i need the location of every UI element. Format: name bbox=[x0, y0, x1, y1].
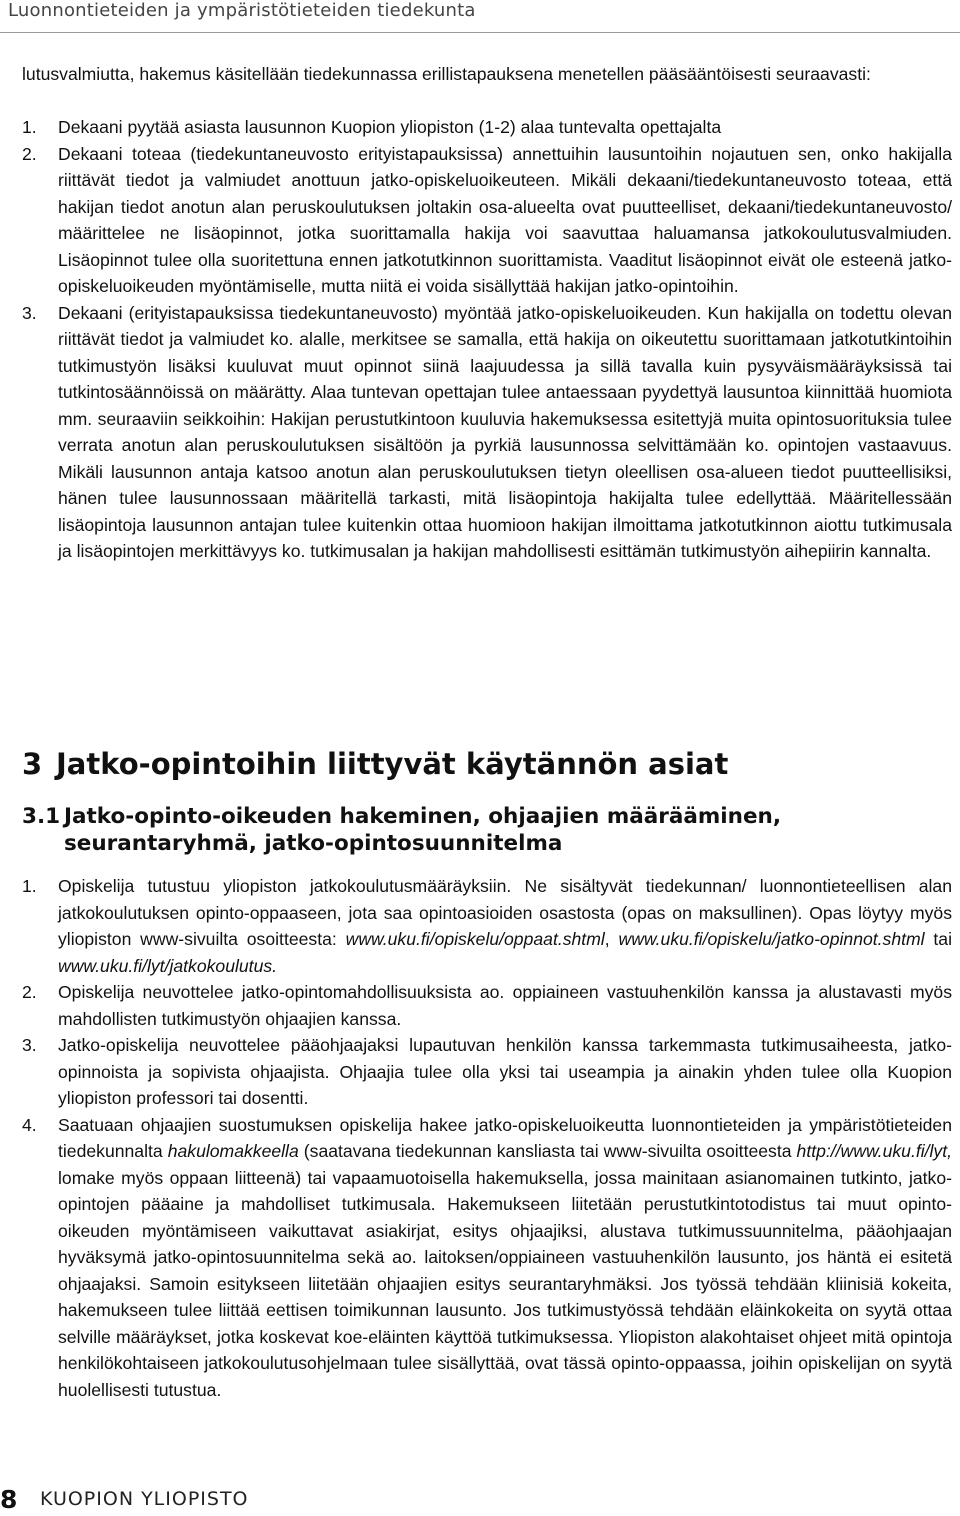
url-link[interactable]: http://www.uku.fi/lyt, bbox=[796, 1141, 952, 1161]
subsection-heading bbox=[22, 803, 942, 857]
intro-paragraph: lutusvalmiutta, hakemus käsitellään tiedekunnassa erillistapauksena menetellen pääsääntöisesti seuraavasti: bbox=[22, 64, 871, 84]
procedure-list bbox=[22, 114, 952, 565]
item-text: lomake myös oppaan liitteenä) tai vapaamuotoisella hakemuksella, jossa mainitaan asianomainen tutkinto, jatko-opintojen pääaine ja mahdolliset tutkimusala. Hakemukseen liitetään perustutkintotodistus tai muut opinto-oikeuden myöntämiseen vaikuttavat asiakirjat, esitys ohjaajiksi, alustava tutkimussuunnitelma, pääohjaajan hyväksymä jatko-opintosuunnitelma sekä ao. laitoksen/oppiaineen vastuuhenkilön lausunto, jos häntä ei esitetä ohjaajaksi. Samoin esitykseen liitetään ohjaajien esitys seurantaryhmäksi. Jos työssä tehdään kliinisiä kokeita, hakemukseen tulee liittää eettisen toimikunnan lausunto. Jos tutkimustyössä tehdään eläinkokeita on syytä ottaa selville määräykset, jotka koskevat koe-eläinten käyttöä tutkimuksessa. Yliopiston alakohtaiset ohjeet mitä opintoja henkilökohtaiseen jatkokoulutusohjelmaan tulee sisällyttää, ovat tässä opinto-oppaassa, joihin opiskelijan on syytä huolellisesti tutustua. bbox=[58, 1167, 952, 1400]
list-number: 2. bbox=[22, 982, 37, 1002]
url-link[interactable]: www.uku.fi/lyt/jatkokoulutus. bbox=[58, 955, 278, 976]
url-link[interactable]: www.uku.fi/opiskelu/oppaat.shtml bbox=[345, 929, 605, 949]
form-name: hakulomakkeella bbox=[167, 1141, 299, 1161]
list-item-text bbox=[58, 1112, 952, 1404]
list-item-text: Dekaani (erityistapauksissa tiedekuntaneuvosto) myöntää jatko-opiskeluoikeuden. Kun hakijalla on todettu olevan riittävät tiedot ja valmiudet ko. alalle, merkitsee se samalla, että hakija on oikeutettu suorittamaan jatkotutkintoihin tutkimustyön lisäksi kuuluvat muut opinnot siinä laajuudessa ja sillä tavalla kuin pysyväismääräyksissä tai tutkintosäännöissä on määrätty. Alaa tuntevan opettajan tulee antaessaan pyydettyä lausuntoa kiinnittää huomiota mm. seuraaviin seikkoihin: Hakijan perustutkintoon kuuluvia hakemuksessa esitettyjä muita opintosuorituksia tulee verrata anotun alan peruskoulutuksen sisältöön ja pyrkiä lausunnossa selvittämään ko. opintojen vastaavuus. Mikäli lausunnon antaja katsoo anotun alan peruskoulutuksen tietyn oleellisen osa-alueen tiedot puutteellisiksi, hänen tulee lausunnossaan määritellä tarkasti, mitä lisäopintoja hakijalta tulee edellyttää. Määritellessään lisäopintoja lausunnon antajan tulee kuitenkin ottaa huomioon hakijan ilmoittama jatkotutkinnon aiottu tutkimusala ja lisäopintojen merkittävyys ko. tutkimusalan ja hakijan mahdollisesti esittämän tutkimustyön aihepiirin kannalta. bbox=[58, 302, 952, 561]
separator: tai bbox=[924, 929, 952, 949]
list-number: 3. bbox=[22, 1035, 37, 1055]
separator: , bbox=[604, 929, 619, 949]
list-number: 2. bbox=[22, 143, 37, 164]
list-number: 1. bbox=[22, 876, 37, 896]
list-item-text: Opiskelija neuvottelee jatko-opintomahdollisuuksista ao. oppiaineen vastuuhenkilön kanssa ja alustavasti myös mahdollisten tutkimustyön ohjaajien kanssa. bbox=[58, 982, 952, 1029]
section-heading bbox=[22, 744, 942, 784]
list-item bbox=[22, 979, 952, 1032]
list-item bbox=[22, 141, 952, 300]
list-item bbox=[22, 1032, 952, 1112]
list-item bbox=[22, 873, 952, 979]
list-item bbox=[22, 1112, 952, 1404]
list-item-text: Jatko-opiskelija neuvottelee pääohjaajaksi lupautuvan henkilön kanssa tarkemmasta tutkimusaiheesta, jatko-opinnoista ja sopivista ohjaajista. Ohjaajia tulee olla yksi tai useampia ja ainakin yhden tulee olla Kuopion yliopiston professori tai dosentti. bbox=[58, 1035, 952, 1108]
list-item-text: Dekaani toteaa (tiedekuntaneuvosto erityistapauksissa) annettuihin lausuntoihin nojautuen sen, onko hakijalla riittävät tiedot ja valmiudet anottuun jatko-opiskeluoikeuteen. Mikäli dekaani/tiedekuntaneuvosto toteaa, että hakijan tiedot anotun alan peruskoulutuksen joltakin osa-alueelta ovat puutteelliset, dekaani/tiedekuntaneuvosto/ määrittelee ne lisäopinnot, jotka suorittamalla hakija voi saavuttaa haluamansa jatkokoulutusvalmiuden. Lisäopinnot tulee olla suoritettuna ennen jatkotutkinnon suorittamista. Vaaditut lisäopinnot eivät ole esteenä jatko-opiskeluoikeuden myöntämiselle, mutta niitä ei voida sisällyttää hakijan jatko-opintoihin. bbox=[58, 143, 952, 296]
url-link[interactable]: www.uku.fi/opiskelu/jatko-opinnot.shtml bbox=[618, 929, 925, 949]
list-item bbox=[22, 114, 952, 141]
list-number: 4. bbox=[22, 1114, 37, 1135]
list-item-text: Dekaani pyytää asiasta lausunnon Kuopion yliopiston (1-2) alaa tuntevalta opettajalta bbox=[58, 117, 722, 137]
list-item-text bbox=[58, 873, 952, 979]
list-item bbox=[22, 300, 952, 565]
application-steps-list bbox=[22, 873, 952, 1403]
footer-university-name: KUOPION YLIOPISTO bbox=[40, 1488, 249, 1510]
section-title: Jatko-opintoihin liittyvät käytännön asiat bbox=[56, 747, 729, 781]
item-text: Opiskelija tutustuu yliopiston jatkokoulutusmääräyksiin. Ne sisältyvät tiedekunnan/ luonnontieteellisen alan jatkokoulutuksen opinto-oppaaseen, jota saa opintoasioiden osastosta (opas on maksullinen). Opas löytyy myös yliopiston www-sivuilta osoitteesta: bbox=[58, 876, 952, 949]
item-text: (saatavana tiedekunnan kansliasta tai www-sivuilta osoitteesta bbox=[298, 1141, 797, 1161]
list-number: 3. bbox=[22, 302, 37, 323]
subsection-title: Jatko-opinto-oikeuden hakeminen, ohjaajien määrääminen, seurantaryhmä, jatko-opintosuunnitelma bbox=[64, 804, 782, 856]
section-number: 3 bbox=[22, 747, 43, 781]
running-header: Luonnontieteiden ja ympäristötieteiden tiedekunta bbox=[8, 0, 476, 21]
header-divider bbox=[0, 32, 960, 33]
page-number: 8 bbox=[0, 1485, 18, 1514]
item-text: Saatuaan ohjaajien suostumuksen opiskelija hakee jatko-opiskeluoikeutta luonnontieteiden ja ympäristötieteiden tiedekunnalta bbox=[58, 1114, 952, 1161]
list-number: 1. bbox=[22, 117, 37, 137]
page-footer bbox=[0, 1484, 960, 1516]
subsection-number: 3.1 bbox=[22, 804, 61, 829]
